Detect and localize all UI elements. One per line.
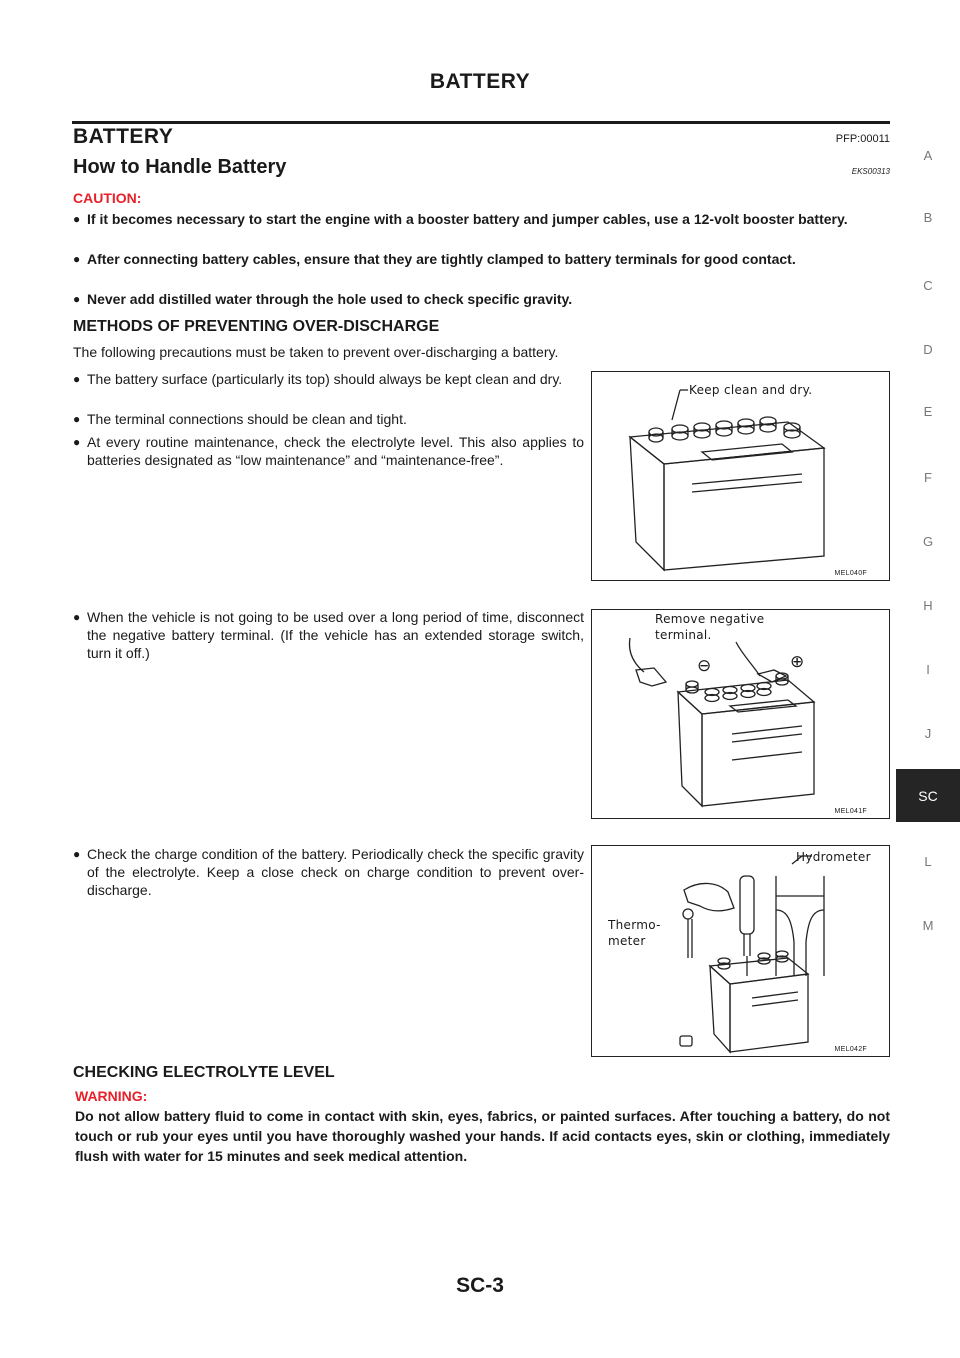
figure-callout: Remove negative bbox=[655, 612, 765, 626]
side-tab-f[interactable]: F bbox=[924, 470, 932, 485]
caution-item: ● If it becomes necessary to start the engine with a booster battery and jumper cables, use a 12-volt booster battery. bbox=[73, 211, 848, 227]
bullet-icon: ● bbox=[73, 212, 81, 226]
running-header: BATTERY bbox=[429, 70, 531, 93]
bullet-icon: ● bbox=[73, 252, 81, 266]
side-tab-e[interactable]: E bbox=[923, 404, 933, 419]
bullet-icon: ● bbox=[73, 412, 81, 426]
figure-code: MEL041F bbox=[834, 808, 867, 815]
side-tab-i[interactable]: I bbox=[926, 662, 930, 677]
figure-remove-negative bbox=[591, 609, 890, 819]
warning-label: WARNING: bbox=[75, 1088, 148, 1104]
caution-item: ● Never add distilled water through the hole used to check specific gravity. bbox=[73, 291, 573, 307]
side-tab-b[interactable]: B bbox=[923, 210, 933, 225]
side-tab-d[interactable]: D bbox=[923, 342, 933, 357]
method-item: ● At every routine maintenance, check the electrolyte level. This also applies to batteries designated as “low maintenance” and “maintenance-free”. bbox=[73, 434, 584, 468]
figure-code: MEL040F bbox=[834, 570, 867, 577]
section-title: BATTERY bbox=[73, 125, 174, 148]
minus-icon: ⊖ bbox=[697, 656, 712, 676]
bullet-icon: ● bbox=[73, 292, 81, 306]
side-tab-a[interactable]: A bbox=[923, 148, 933, 163]
method-item: ● The terminal connections should be clean and tight. bbox=[73, 411, 407, 427]
side-tab-h[interactable]: H bbox=[923, 598, 933, 613]
figure-hydrometer bbox=[591, 845, 890, 1057]
methods-intro: The following precautions must be taken to prevent over-discharging a battery. bbox=[73, 344, 559, 360]
page-number: SC-3 bbox=[456, 1274, 504, 1297]
battery-terminal-illustration bbox=[592, 610, 889, 818]
hydrometer-illustration bbox=[592, 846, 889, 1056]
side-tab-c[interactable]: C bbox=[923, 278, 933, 293]
figure-callout: Keep clean and dry. bbox=[689, 383, 813, 397]
battery-illustration bbox=[592, 372, 889, 580]
figure-callout: meter bbox=[608, 934, 646, 948]
figure-keep-clean bbox=[591, 371, 890, 581]
bullet-icon: ● bbox=[73, 610, 81, 624]
side-tab-l[interactable]: L bbox=[924, 854, 932, 869]
bullet-icon: ● bbox=[73, 435, 81, 449]
side-tab-m[interactable]: M bbox=[922, 918, 934, 933]
figure-callout: Hydrometer bbox=[796, 850, 871, 864]
warning-text: Do not allow battery fluid to come in contact with skin, eyes, fabrics, or painted surfaces. After touching a battery, do not touch or rub your eyes until you have thoroughly washed your hands. If acid contacts eyes, skin or clothing, immediately flush with water for 15 minutes and seek medical attention. bbox=[75, 1108, 890, 1164]
method-item: ● The battery surface (particularly its top) should always be kept clean and dry. bbox=[73, 371, 563, 387]
reference-code: EKS00313 bbox=[851, 167, 890, 176]
methods-title: METHODS OF PREVENTING OVER-DISCHARGE bbox=[73, 318, 440, 335]
checking-title: CHECKING ELECTROLYTE LEVEL bbox=[73, 1064, 335, 1081]
caution-item: ● After connecting battery cables, ensure that they are tightly clamped to battery terminals for good contact. bbox=[73, 251, 796, 267]
side-tab-sc-active[interactable]: SC bbox=[896, 769, 960, 822]
method-item: ● Check the charge condition of the battery. Periodically check the specific gravity of the electrolyte. Keep a close check on charge condition to prevent over-discharge. bbox=[73, 846, 584, 898]
pfp-code: PFP:00011 bbox=[835, 133, 890, 145]
caution-label: CAUTION: bbox=[73, 190, 142, 206]
plus-icon: ⊕ bbox=[790, 652, 805, 672]
bullet-icon: ● bbox=[73, 847, 81, 861]
figure-callout: terminal. bbox=[655, 628, 712, 642]
figure-callout: Thermo- bbox=[608, 918, 661, 932]
sub-title: How to Handle Battery bbox=[73, 156, 287, 178]
side-tab-g[interactable]: G bbox=[922, 534, 934, 549]
side-tab-j[interactable]: J bbox=[924, 726, 932, 741]
bullet-icon: ● bbox=[73, 372, 81, 386]
figure-code: MEL042F bbox=[834, 1046, 867, 1053]
method-item: ● When the vehicle is not going to be used over a long period of time, disconnect the negative battery terminal. (If the vehicle has an extended storage switch, turn it off.) bbox=[73, 609, 584, 661]
header-rule bbox=[72, 121, 890, 124]
